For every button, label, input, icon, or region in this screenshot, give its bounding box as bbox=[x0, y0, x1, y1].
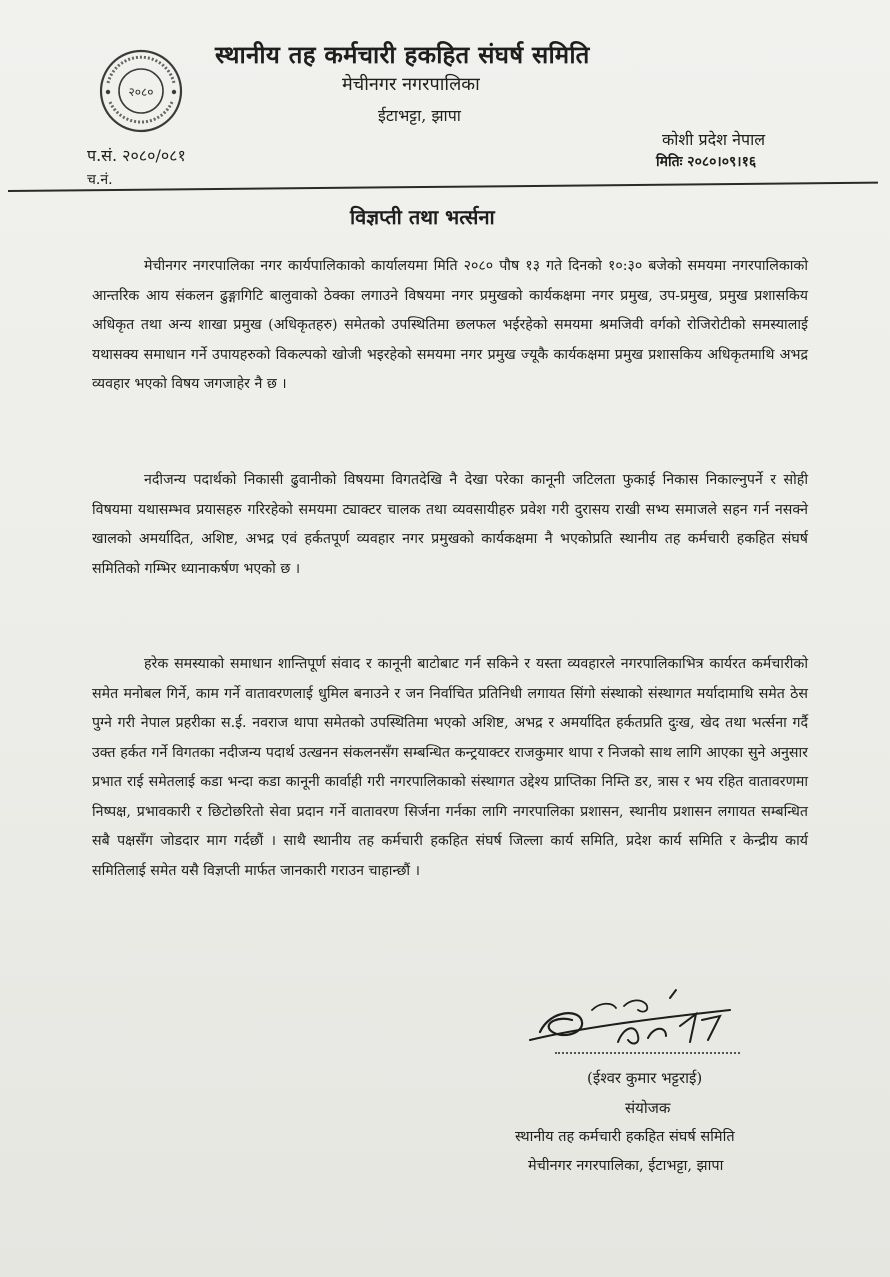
signature-line bbox=[555, 1052, 740, 1054]
signatory-organization: स्थानीय तह कर्मचारी हकहित संघर्ष समिति bbox=[515, 1129, 735, 1145]
paragraph-3: हरेक समस्याको समाधान शान्तिपूर्ण संवाद र कानूनी बाटोबाट गर्न सकिने र यस्ता व्यवहारले नगरपालिकाभित्र कार्यरत कर्मचारीको समेत मनोबल गिर्ने, काम गर्ने वातावरणलाई धुमिल बनाउने र जन निर्वाचित प्रतिनिधी लगायत सिंगो संस्थाको संस्थागत मर्यादामाथि समेत ठेस पुग्ने गरी नेपाल प्रहरीका स.ई. नवराज थापा समेतको उपस्थितिमा भएको अशिष्ट, अभद्र र अमर्यादित हर्कतप्रति दुःख, खेद तथा भर्त्सना गर्दै उक्त हर्कत गर्ने विगतका नदीजन्य पदार्थ उत्खनन संकलनसँग सम्बन्धित कन्ट्रयाक्टर राजकुमार थापा र निजको साथ लागि आएका सुने अनुसार प्रभात राई समेतलाई कडा भन्दा कडा कानूनी कार्वाही गरी नगरपालिकाको संस्थागत उद्देश्य प्राप्तिका निम्ति डर, त्रास र भय रहित वातावरणमा निष्पक्ष, प्रभावकारी र छिटोछरितो सेवा प्रदान गर्ने वातावरण सिर्जना गर्नका लागि नगरपालिका प्रशासन, स्थानीय प्रशासन लगायत सम्बन्धित सबै पक्षसँग जोडदार माग गर्दछौं । साथै स्थानीय तह कर्मचारी हकहित संघर्ष जिल्ला कार्य समिति, प्रदेश कार्य समिति र केन्द्रीय कार्य समितिलाई समेत यसै विज्ञप्ती मार्फत जानकारी गराउन चाहान्छौं । bbox=[92, 656, 808, 879]
letter-date: मितिः २०८०।०९।१६ bbox=[656, 154, 757, 170]
signatory-place: मेचीनगर नगरपालिका, ईटाभट्टा, झापा bbox=[528, 1158, 724, 1174]
address: ईटाभट्टा, झापा bbox=[378, 106, 461, 125]
signatory-name: (ईश्वर कुमार भट्टराई) bbox=[587, 1069, 703, 1087]
municipality-name: मेचीनगर नगरपालिका bbox=[342, 74, 480, 95]
header-divider bbox=[8, 182, 878, 192]
reference-number: प.सं. २०८०/०८१ bbox=[87, 146, 186, 165]
paragraph-1: मेचीनगर नगरपालिका नगर कार्यपालिकाको कार्यालयमा मिति २०८० पौष १३ गते दिनको १०:३० बजेको समयमा नगरपालिकाको आन्तरिक आय संकलन ढुङ्गागिटि बालुवाको ठेक्का लगाउने विषयमा नगर प्रमुखको कार्यकक्षमा नगर प्रमुख, उप-प्रमुख, प्रमुख प्रशासकिय अधिकृत तथा अन्य शाखा प्रमुख (अधिकृतहरु) समेतको उपस्थितिमा छलफल भईरहेको समयमा श्रमजिवी वर्गको रोजिरोटीको समस्यालाई यथासक्य समाधान गर्ने उपायहरुको विकल्पको खोजी भइरहेको समयमा नगर प्रमुख ज्यूकै कार्यकक्षमा प्रमुख प्रशासकिय अधिकृतमाथि अभद्र व्यवहार भएको विषय जगजाहेर नै छ । bbox=[92, 258, 808, 392]
document-title: विज्ञप्ती तथा भर्त्सना bbox=[350, 205, 495, 229]
paragraph-2: नदीजन्य पदार्थको निकासी ढुवानीको विषयमा विगतदेखि नै देखा परेका कानूनी जटिलता फुकाई निकास निकाल्नुपर्ने र सोही विषयमा यथासम्भव प्रयासहरु गरिरहेको समयमा ट्याक्टर चालक तथा व्यवसायीहरु प्रवेश गरी दुरासय राखी सभ्य समाजले सहन गर्न नसक्ने खालको अमर्यादित, अशिष्ट, अभद्र एवं हर्कतपूर्ण व्यवहार नगर प्रमुखको कार्यकक्षमा नै भएकोप्रति स्थानीय तह कर्मचारी हकहित संघर्ष समितिको गम्भिर ध्यानाकर्षण भएको छ । bbox=[92, 472, 808, 577]
circular-seal-icon bbox=[98, 48, 184, 134]
handwritten-signature-icon bbox=[520, 980, 750, 1060]
dispatch-number: च.नं. bbox=[87, 172, 113, 188]
province: कोशी प्रदेश नेपाल bbox=[662, 130, 766, 149]
organization-title: स्थानीय तह कर्मचारी हकहित संघर्ष समिति bbox=[215, 40, 590, 69]
signatory-role: संयोजक bbox=[625, 1099, 671, 1117]
seal-year: २०८० bbox=[128, 85, 154, 99]
